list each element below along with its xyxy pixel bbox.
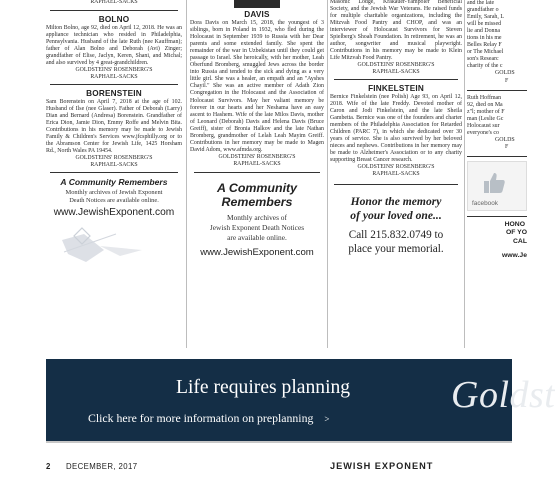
- text-line: everyone's co: [467, 129, 499, 136]
- text-line: HONO: [504, 220, 525, 228]
- column-2: [190, 0, 324, 258]
- separator: [334, 79, 458, 80]
- text-line: will be missed: [467, 21, 502, 28]
- memorial-ad-title: of your loved one...: [350, 209, 442, 223]
- column-divider: [327, 0, 328, 348]
- community-remembers-line: are available online.: [227, 232, 287, 242]
- text-line: Belles Relay F: [467, 42, 502, 49]
- text-line: charity of the c: [467, 63, 503, 70]
- memorial-ad-phone[interactable]: Call 215.832.0749 to: [348, 229, 444, 242]
- text-line: Ruth Hoffman: [467, 94, 502, 101]
- separator: [50, 84, 178, 85]
- text-line: son's Researc: [467, 56, 499, 63]
- banner-cta-text: Click here for more information on preplanning: [88, 411, 314, 425]
- obituary-text-partial: [467, 95, 527, 151]
- text-line: Holocaust sur: [467, 122, 500, 129]
- memorial-ad-line: place your memorial.: [348, 243, 444, 256]
- separator: [194, 172, 320, 173]
- text-line: 92, died on Ma: [467, 101, 503, 108]
- banner-headline: Life requires planning: [176, 377, 351, 398]
- separator: [467, 216, 527, 217]
- community-remembers-line: Jewish Exponent Death Notices: [209, 223, 305, 233]
- community-remembers-box: [46, 177, 182, 218]
- column-4-partial: [467, 0, 527, 348]
- text-line: Emily, Sarah, L: [467, 14, 504, 21]
- text-line: man (Leslie Gc: [467, 115, 504, 122]
- text-line: and the late: [467, 0, 495, 6]
- thumbs-up-icon: [482, 171, 506, 195]
- obituary-borenstein: [46, 89, 182, 169]
- text-line: z"l; mother of F: [467, 108, 505, 115]
- funeral-home-line-2: RAPHAEL-SACKS: [372, 171, 420, 178]
- text-line: lie and Donna: [467, 28, 501, 35]
- obituary-name: BORENSTEIN: [86, 88, 142, 98]
- obituary-continued: [330, 0, 462, 76]
- obituary-text: Bernice Finkelstein (nee Polish) Age 93, on April 12, 2018. Wife of the late Freddy. Devoted mother of Caron and Jodi Finkelstein, and the late Sheila Gambetta. Bernice was one of the founders and charter members of the Philadelphia Association for Retarded Children (PARC 7), in which she dedicated over 30 years of service. She is also survived by her beloved nieces and nephews. Contributions in her memory may be made to Alzheimer's Association or to any charity supporting Breast Cancer research.: [330, 94, 462, 164]
- text-line: F: [505, 143, 509, 150]
- separator: [467, 90, 527, 91]
- text-line: CAL: [513, 237, 527, 245]
- separator: [50, 172, 178, 173]
- funeral-home-line-1: GOLDSTEINS' ROSENBERG'S: [75, 155, 153, 162]
- url-partial: www.Je: [501, 252, 527, 260]
- funeral-home-line-1: GOLDSTEINS' ROSENBERG'S: [357, 164, 435, 171]
- funeral-home-line-1: GOLDSTEINS' ROSENBERG'S: [218, 153, 296, 160]
- funeral-home-line-1: GOLDSTEINS' ROSENBERG'S: [357, 62, 435, 69]
- banner-cta[interactable]: [88, 411, 329, 426]
- obituary-text: Dora Davis on March 15, 2018, the youngest of 3 siblings, born in Poland in 1932, who fled during the Holocaust in September 1939 to Russia with her Dear parents and some extended family. She spent the remainder of the war in Uzbekistan until they could get passage to Israel. She heroically, with her mother, Leah Oberfund Bromberg, smuggled Jews across the border into Russia and tended to the sick and dying as a very little girl. She was a healer, an empath and an "Ayshes Chayil." She was an active member of Adath Zion Congregation in the Holocaust and the Association of Holocaust Survivors. May her valiant memory be forever in our hearts and her Neshama have an easy ascent to Hashem. Wife of the late Milos Davis, mother of Leonard (Deborah) Davis and Helena Davis (Bruce Greiff), sister of Bronia Halkov and the late Nathan Bromberg, grandmother of Lelah Leah Mayim Greiff. Contributions in her memory may be made to Magen David Adom, www.afmda.org.: [190, 20, 324, 153]
- preplanning-banner-ad[interactable]: [46, 359, 555, 442]
- obituary-name: DAVIS: [244, 10, 270, 19]
- text-line: OF YO: [505, 229, 527, 237]
- obituary-davis: [190, 10, 324, 167]
- separator: [334, 184, 458, 185]
- funeral-home-line-1: GOLDSTEINS' ROSENBERG'S: [75, 67, 153, 74]
- community-remembers-url[interactable]: www.JewishExponent.com: [53, 206, 175, 218]
- community-remembers-title: A Community: [216, 181, 298, 196]
- memorial-ad-title: Honor the memory: [350, 195, 442, 209]
- obituary-finkelstein: [330, 84, 462, 178]
- text-line: GOLDS: [495, 136, 515, 143]
- community-remembers-ad: [190, 181, 324, 258]
- column-divider: [464, 0, 465, 348]
- text-line: F: [505, 77, 509, 84]
- column-1: [46, 0, 182, 264]
- obituary-name: FINKELSTEIN: [368, 84, 424, 94]
- community-remembers-url[interactable]: www.JewishExponent.com: [200, 247, 314, 259]
- text-line: tions in his me: [467, 35, 502, 42]
- text-line: grandfather o: [467, 7, 499, 14]
- obituary-text: Masonic Lodge, Krakauer-Yampoler Beneficial Society, and the Jewish War Veterans. He raised funds for multiple charitable organizations, including the Mitzvah Food Pantry and CHOP, and was an interviewer of Holocaust Survivors for Steven Spielberg's Shoah Foundation. In retirement, he was an author, songwriter and musical playwright. Contributions in his memory may be made to Klein Life Mitzvah Food Pantry.: [330, 0, 462, 62]
- previous-notice-signature: RAPHAEL-SACKS: [90, 0, 138, 5]
- issue-date: DECEMBER, 2017: [66, 462, 138, 471]
- banner-divider: [46, 441, 512, 443]
- obituary-bolno: [46, 15, 182, 81]
- banner-brand-logo: Goldst: [451, 374, 555, 416]
- column-divider: [186, 0, 187, 348]
- text-line: or The Michael: [467, 49, 504, 56]
- facebook-ad[interactable]: [467, 161, 527, 211]
- funeral-home-line-2: RAPHAEL-SACKS: [90, 73, 138, 80]
- funeral-home-line-2: RAPHAEL-SACKS: [372, 69, 420, 76]
- community-remembers-title: A Community Remembers: [60, 176, 168, 187]
- obituary-text: Milton Bolno, age 92, died on April 12, 2018. He was an appliance technician who resided in Philadelphia, Pennsylvania. Husband of the late Ruth (nee Kauffman); father of Alan Bolno and Deborah (Avi) Zinger; grandfather of Elise, Jaclyn, Keren, Shani, and Michal; and also survived by 4 great-grandchildren.: [46, 24, 182, 67]
- community-remembers-line: Monthly archives of Jewish Exponent: [65, 188, 163, 196]
- funeral-home-line-2: RAPHAEL-SACKS: [233, 160, 281, 167]
- obituary-text: Sam Borenstein on April 7, 2018 at the age of 102. Husband of Ilse (nee Glaser). Father of Deborah (Larry) Dian and Bernard (Andresa) Borenstein. Grandfather of Erica Dion, Jamie Dion, Emmy Roffe and Melvin Bita. Contributions in his memory may be made to Jewish Family & Children's Services www.jfcsphilly.org or to the Abramson Center for Jewish Life, 1425 Horsham Rd., North Wales PA 19454.: [46, 98, 182, 154]
- facebook-label: facebook: [472, 199, 498, 207]
- separator: [467, 156, 527, 157]
- community-remembers-title: Remembers: [221, 195, 293, 210]
- chevron-right-icon: >: [324, 414, 330, 424]
- text-line: GOLDS: [495, 70, 515, 77]
- publication-name: JEWISH EXPONENT: [330, 461, 434, 471]
- page-number: 2: [46, 462, 51, 471]
- photo-davis: [234, 0, 280, 8]
- memorial-ad: [330, 195, 462, 256]
- funeral-home-line-2: RAPHAEL-SACKS: [90, 161, 138, 168]
- obituary-name: BOLNO: [98, 14, 130, 24]
- community-remembers-line: Monthly archives of: [227, 213, 287, 223]
- column-3: [330, 0, 462, 256]
- obituary-text-partial: [467, 0, 527, 85]
- separator: [50, 10, 178, 11]
- logo-icon: [46, 224, 182, 264]
- community-remembers-line: Death Notices are available online.: [69, 196, 159, 204]
- memorial-ad-partial: [467, 221, 527, 246]
